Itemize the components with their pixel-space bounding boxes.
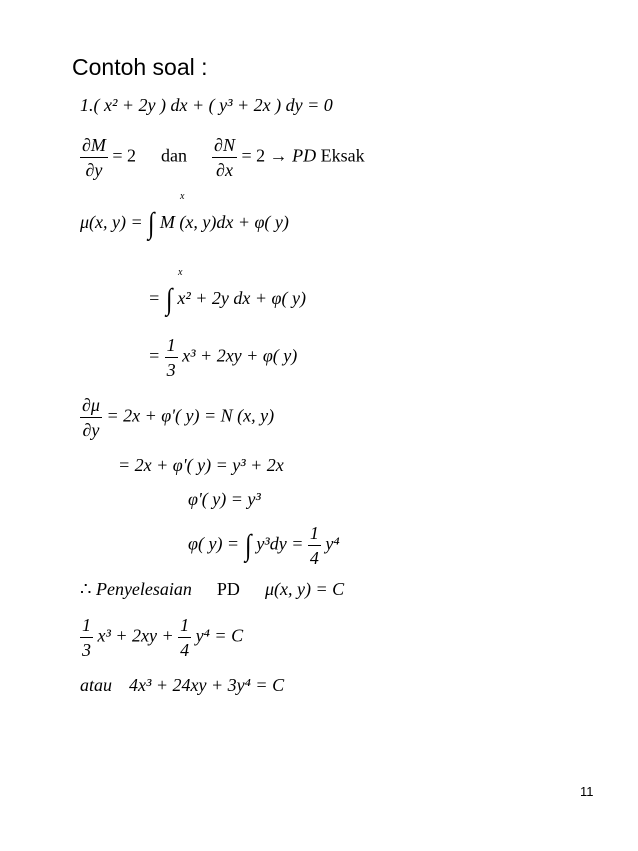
- partial-n-partial-x: $\frac{\partial N}{\partial x}$: [214, 135, 235, 180]
- partial-mu-partial-y: $\frac{\partial\mu}{\partial y}$: [82, 395, 100, 440]
- slide-title: Contoh soal :: [72, 54, 208, 80]
- fraction-one-quarter: $\frac{1}{4}$: [180, 615, 190, 660]
- equation-4: = ∫ x x² + 2y dx + φ( y): [148, 267, 306, 316]
- partial-m-partial-y: $\frac{\partial M}{\partial y}$: [82, 135, 106, 180]
- equation-3: μ(x, y) = ∫ x M (x, y)dx + φ( y): [80, 191, 289, 240]
- integral-sign: ∫: [165, 283, 173, 316]
- equation-5: = $\frac{1}{3}$ x³ + 2xy + φ( y): [148, 335, 298, 380]
- integral-sign: ∫: [244, 528, 251, 562]
- equation-2: $\frac{\partial M}{\partial y}$ = 2 dan $\frac{\partial N}{\partial x}$ = 2 → PD Eksak: [82, 135, 365, 180]
- fraction-one-third: $\frac{1}{3}$: [82, 615, 91, 660]
- equation-12: atau 4x³ + 24xy + 3y⁴ = C: [80, 675, 285, 695]
- page-number: 11: [580, 784, 594, 799]
- equation-6: $\frac{\partial\mu}{\partial y}$ = 2x + φ'( y) = N (x, y): [82, 395, 275, 440]
- equation-9: φ( y) = ∫ y³dy = $\frac{1}{4}$ y⁴: [188, 523, 340, 568]
- equation-1: 1.( x² + 2y ) dx + ( y³ + 2x ) dy = 0: [80, 95, 333, 115]
- equation-10: ∴ Penyelesaian PD μ(x, y) = C: [80, 579, 345, 599]
- equation-11: $\frac{1}{3}$ x³ + 2xy + $\frac{1}{4}$ y⁴ = C: [82, 615, 244, 660]
- fraction-one-third: $\frac{1}{3}$: [166, 335, 176, 380]
- equation-8: φ'( y) = y³: [188, 489, 261, 509]
- integral-sign: ∫: [147, 207, 155, 240]
- equation-7: = 2x + φ'( y) = y³ + 2x: [118, 455, 284, 475]
- fraction-one-quarter: $\frac{1}{4}$: [309, 523, 319, 568]
